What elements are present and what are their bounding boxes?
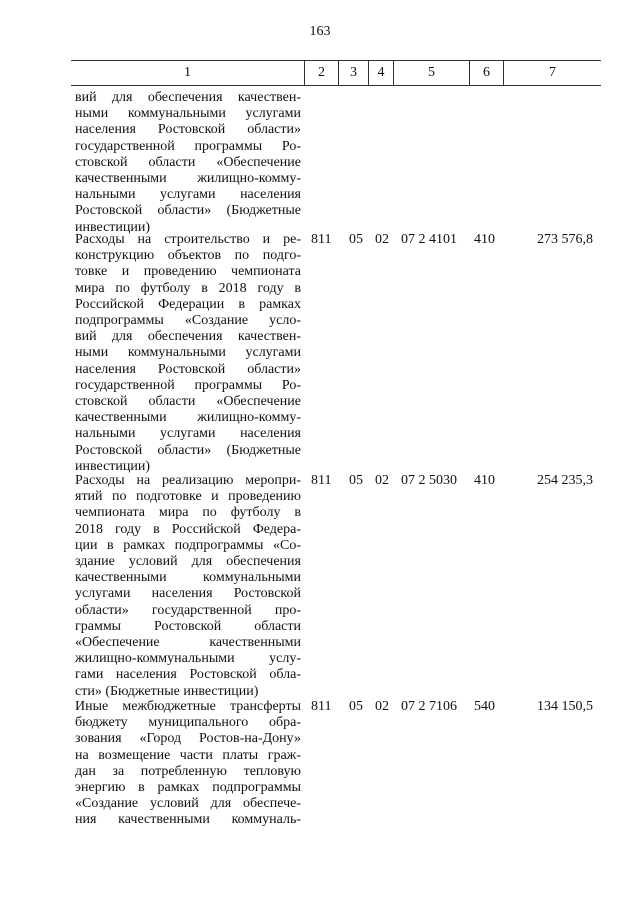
header-col-2: 2 [304,61,338,85]
header-col-3: 3 [338,61,368,85]
header-col-7: 7 [503,61,601,85]
desc-line: качественными жилищно-комму- [75,410,301,426]
row-1-description [75,232,301,475]
desc-line: области» государственной про- [75,602,301,618]
desc-line: Ростовской области» (Бюджетные [75,203,301,219]
desc-line: подпрограммы «Создание усло- [75,313,301,329]
row-1-type: 410 [474,232,495,247]
desc-line: Расходы на строительство и ре- [75,232,301,247]
row-0-description [75,90,301,236]
desc-line: вий для обеспечения качествен- [75,90,301,105]
row-3-amount: 134 150,5 [537,699,593,714]
row-3-type: 540 [474,699,495,714]
row-2-amount: 254 235,3 [537,473,593,488]
row-1-subsection: 02 [375,232,389,247]
desc-line: населения Ростовской области» [75,361,301,377]
desc-line: бюджету муниципального обра- [75,715,301,731]
desc-line: «Создание условий для обеспече- [75,796,301,812]
header-col-4: 4 [368,61,393,85]
desc-line: 2018 году в Российской Федера- [75,521,301,537]
desc-line: здание условий для обеспечения [75,554,301,570]
desc-line: граммы Ростовской области [75,618,301,634]
row-3-section: 05 [349,699,363,714]
desc-line: ятий по подготовке и проведению [75,489,301,505]
desc-line: «Обеспечение качественными [75,635,301,651]
desc-line: чемпионата мира по футболу в [75,505,301,521]
desc-line: мира по футболу в 2018 году в [75,280,301,296]
desc-line: ния качественными коммуналь- [75,812,301,828]
row-1-target: 07 2 4101 [401,232,457,247]
row-2-section: 05 [349,473,363,488]
desc-line: энергию в рамках подпрограммы [75,780,301,796]
desc-line: государственной программы Ро- [75,138,301,154]
row-3-subsection: 02 [375,699,389,714]
row-3-ministry: 811 [311,699,332,714]
page-number: 163 [309,24,331,39]
desc-line: на возмещение части платы граж- [75,747,301,763]
row-2-target: 07 2 5030 [401,473,457,488]
desc-line: Расходы на реализацию меропри- [75,473,301,488]
header-col-1: 1 [184,65,191,80]
desc-line: гами населения Ростовской обла- [75,667,301,683]
desc-line: сти» (Бюджетные инвестиции) [75,683,259,699]
desc-line: товке и проведению чемпионата [75,264,301,280]
row-1-section: 05 [349,232,363,247]
row-3-target: 07 2 7106 [401,699,457,714]
desc-line: стовской области «Обеспечение [75,154,301,170]
desc-line: услугами населения Ростовской [75,586,301,602]
desc-line: вий для обеспечения качествен- [75,329,301,345]
desc-line: нальными услугами населения [75,187,301,203]
desc-line: инвестиции) [75,219,151,235]
desc-line: конструкцию объектов по подго- [75,248,301,264]
desc-line: стовской области «Обеспечение [75,394,301,410]
table-header [71,60,601,86]
desc-line: качественными жилищно-комму- [75,171,301,187]
desc-line: инвестиции) [75,458,151,474]
desc-line: ными коммунальными услугами [75,345,301,361]
desc-line: государственной программы Ро- [75,377,301,393]
desc-line: Российской Федерации в рамках [75,296,301,312]
row-2-ministry: 811 [311,473,332,488]
desc-line: жилищно-коммунальными услу- [75,651,301,667]
desc-line: качественными коммунальными [75,570,301,586]
row-3-description [75,699,301,829]
desc-line: Ростовской области» (Бюджетные [75,442,301,458]
desc-line: Иные межбюджетные трансферты [75,699,301,714]
desc-line: населения Ростовской области» [75,122,301,138]
header-col-6: 6 [469,61,503,85]
desc-line: зования «Город Ростов-на-Дону» [75,731,301,747]
row-1-amount: 273 576,8 [537,232,593,247]
desc-line: ными коммунальными услугами [75,106,301,122]
desc-line: дан за потребленную тепловую [75,763,301,779]
desc-line: ции в рамках подпрограммы «Со- [75,537,301,553]
row-2-subsection: 02 [375,473,389,488]
row-2-type: 410 [474,473,495,488]
desc-line: нальными услугами населения [75,426,301,442]
row-2-description [75,473,301,700]
header-col-5: 5 [393,61,469,85]
row-1-ministry: 811 [311,232,332,247]
